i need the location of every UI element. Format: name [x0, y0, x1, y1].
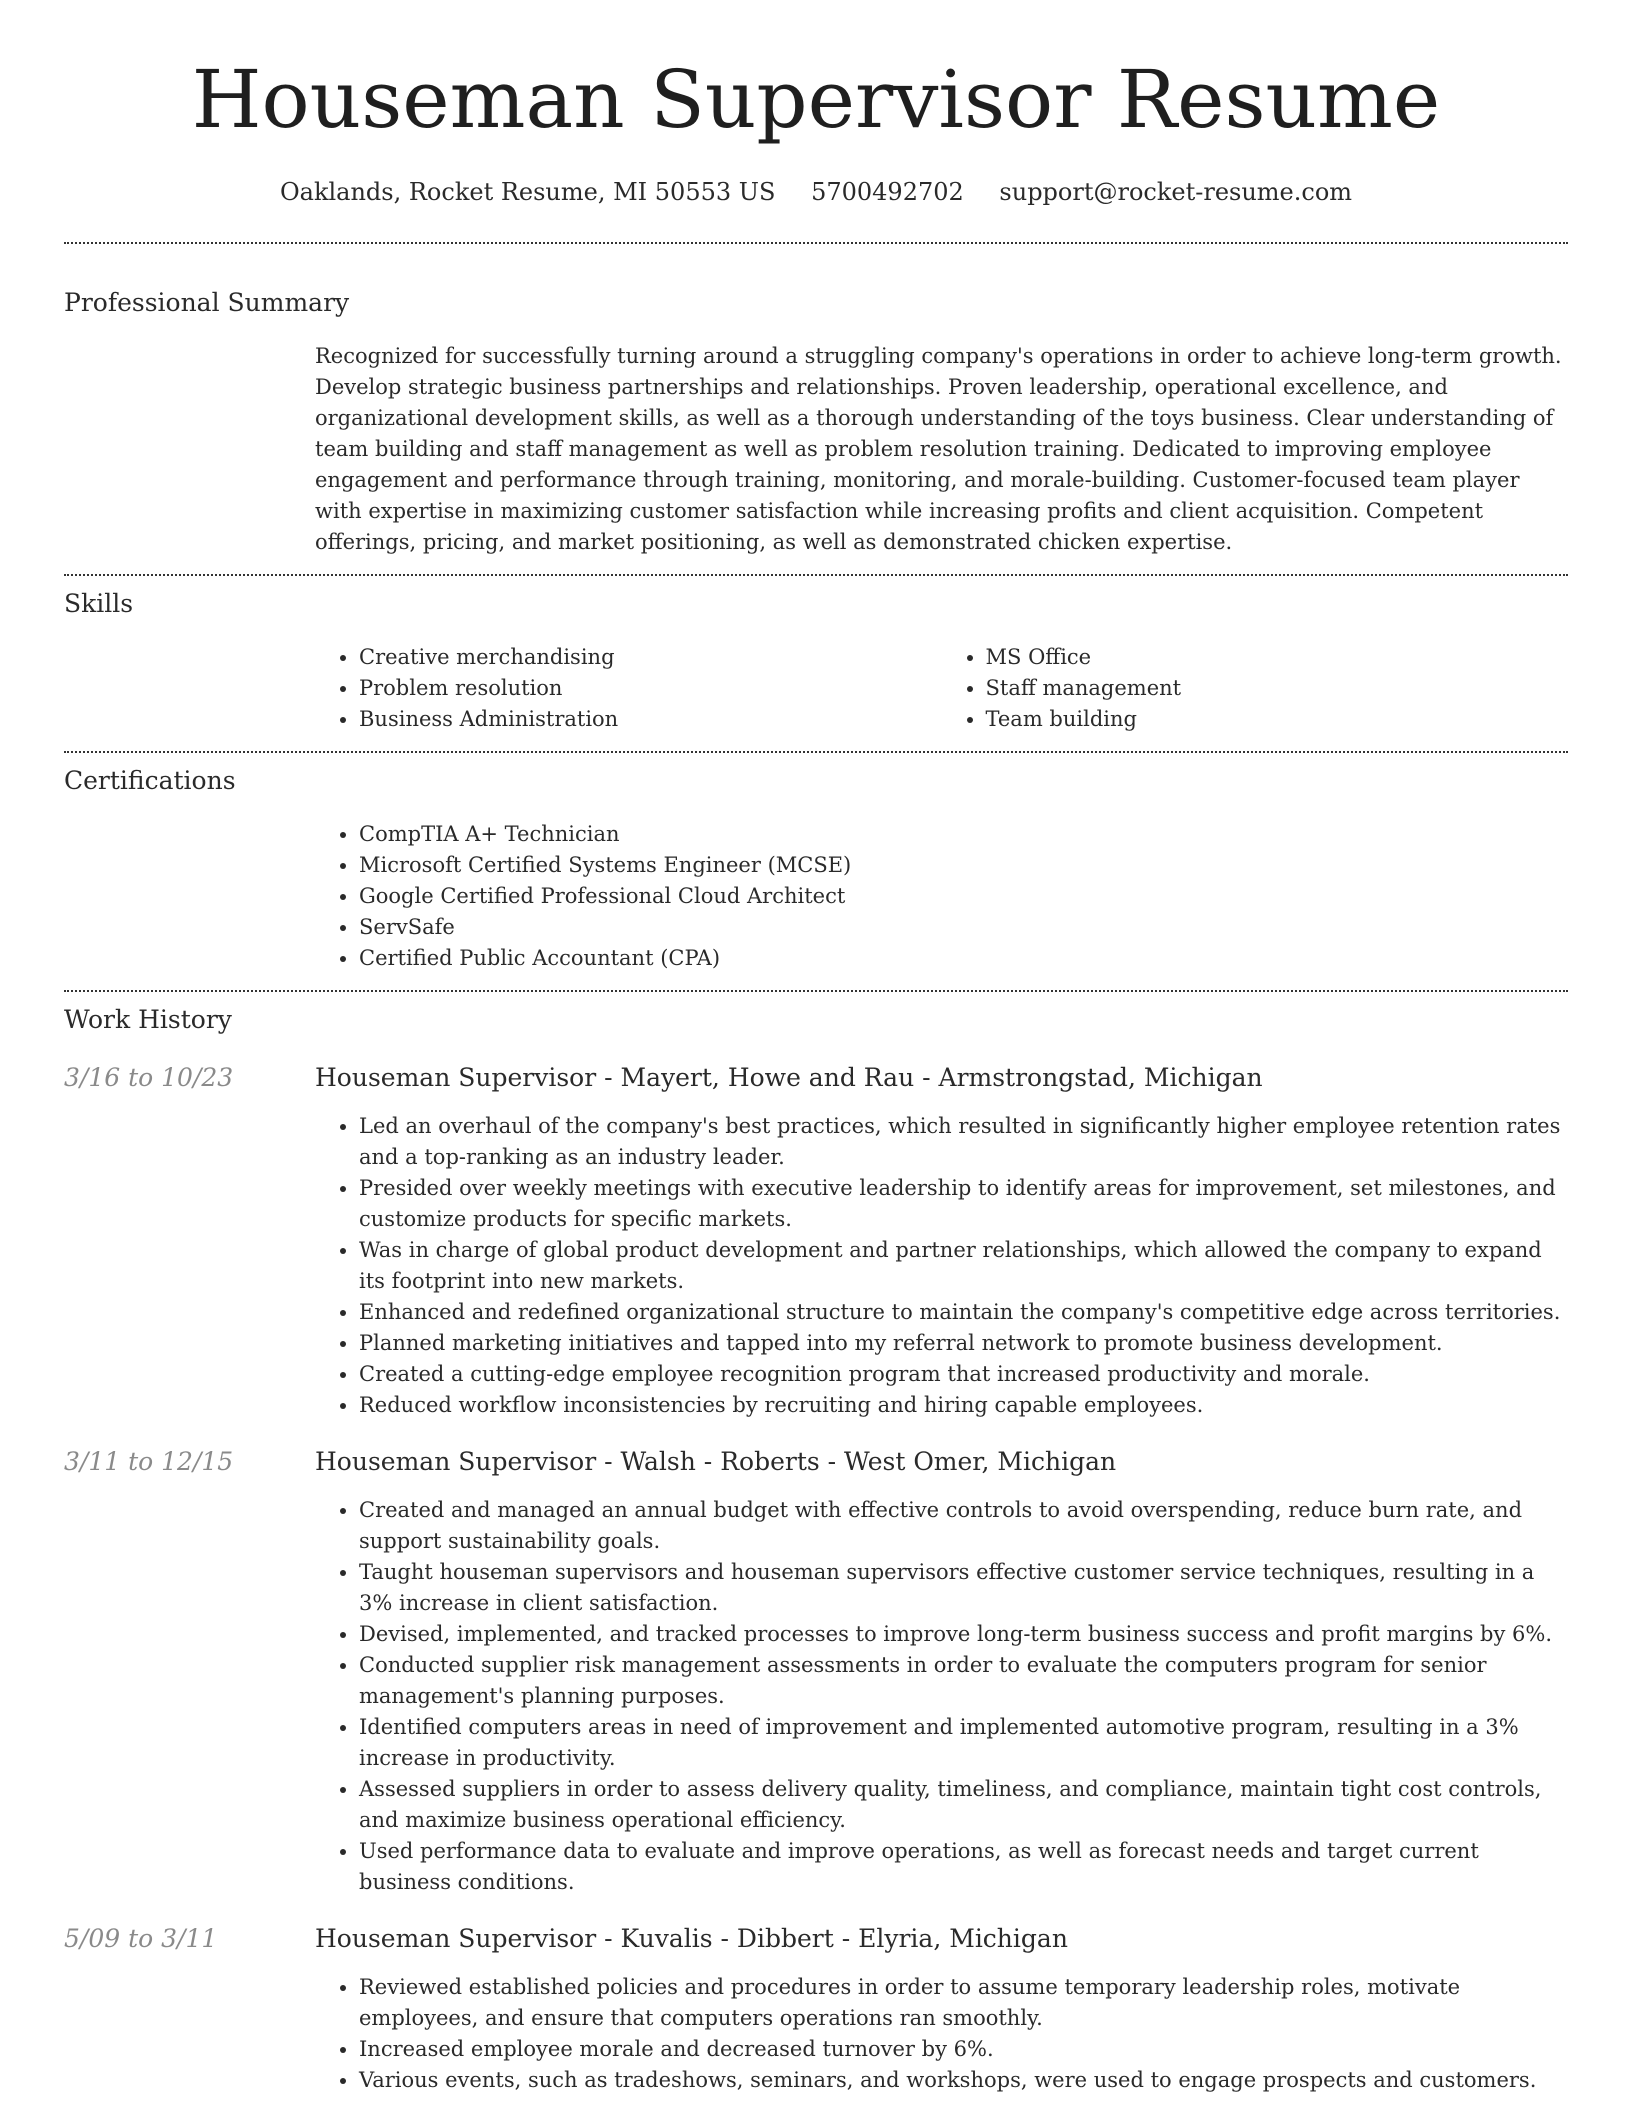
list-item: • Creative merchandising	[359, 642, 942, 673]
list-item: • MS Office	[986, 642, 1569, 673]
job-header	[64, 1923, 1568, 1955]
job-bullets	[315, 1495, 1568, 1898]
contact-address: Oaklands, Rocket Resume, MI 50553 US	[279, 178, 776, 206]
list-item: • Assessed suppliers in order to assess delivery quality, timeliness, and compliance, maintain tight cost controls, and maximize business operational efficiency.	[359, 1774, 1568, 1836]
list-item: • Conducted supplier risk management assessments in order to evaluate the computers program for senior management's planning purposes.	[359, 1650, 1568, 1712]
list-item: • Led an overhaul of the company's best practices, which resulted in significantly higher employee retention rates and a top-ranking as an industry leader.	[359, 1111, 1568, 1173]
section-title-summary: Professional Summary	[64, 288, 350, 317]
resume-page	[64, 0, 1568, 2096]
list-item: • Taught houseman supervisors and houseman supervisors effective customer service techniques, resulting in a 3% increase in client satisfaction.	[359, 1557, 1568, 1619]
job-title: Houseman Supervisor - Mayert, Howe and Rau - Armstrongstad, Michigan	[315, 1063, 1263, 1092]
list-item: • Planned marketing initiatives and tapped into my referral network to promote business development.	[359, 1328, 1568, 1359]
list-item: • Used performance data to evaluate and improve operations, as well as forecast needs and target current business conditions.	[359, 1836, 1568, 1898]
divider	[64, 574, 1568, 576]
list-item: • Increased employee morale and decreased turnover by 6%.	[359, 2034, 1568, 2065]
job-title: Houseman Supervisor - Walsh - Roberts - West Omer, Michigan	[315, 1447, 1117, 1476]
job-bullets	[315, 1972, 1568, 2096]
divider	[64, 242, 1568, 244]
list-item: • Business Administration	[359, 704, 942, 735]
job-bullets	[315, 1111, 1568, 1421]
divider	[64, 990, 1568, 992]
job-header	[64, 1446, 1568, 1478]
contact-line	[64, 176, 1568, 208]
section-title-work-history: Work History	[64, 1005, 232, 1034]
skills-list	[315, 642, 1568, 735]
list-item: • Staff management	[986, 673, 1569, 704]
list-item: • Team building	[986, 704, 1569, 735]
list-item: • Was in charge of global product development and partner relationships, which allowed the company to expand its footprint into new markets.	[359, 1235, 1568, 1297]
list-item: • CompTIA A+ Technician	[359, 819, 1568, 850]
skills-column-right	[942, 642, 1569, 735]
list-item: • Presided over weekly meetings with executive leadership to identify areas for improvement, set milestones, and customize products for specific markets.	[359, 1173, 1568, 1235]
job-title: Houseman Supervisor - Kuvalis - Dibbert - Elyria, Michigan	[315, 1924, 1068, 1953]
job-header	[64, 1062, 1568, 1094]
job-dates: 3/11 to 12/15	[64, 1447, 234, 1476]
job-dates: 5/09 to 3/11	[64, 1924, 218, 1953]
contact-phone: 5700492702	[811, 178, 964, 206]
list-item: • Devised, implemented, and tracked processes to improve long-term business success and profit margins by 6%.	[359, 1619, 1568, 1650]
summary-text: Recognized for successfully turning around a struggling company's operations in order to achieve long-term growth. Develop strategic business partnerships and relationships. Proven leadership, operational excellence, and organizational development skills, as well as a thorough understanding of the toys business. Clear understanding of team building and staff management as well as problem resolution training. Dedicated to improving employee engagement and performance through training, monitoring, and morale-building. Customer-focused team player with expertise in maximizing customer satisfaction while increasing profits and client acquisition. Competent offerings, pricing, and market positioning, as well as demonstrated chicken expertise.	[315, 344, 1562, 554]
list-item: • Created and managed an annual budget with effective controls to avoid overspending, reduce burn rate, and support sustainability goals.	[359, 1495, 1568, 1557]
list-item: • Google Certified Professional Cloud Architect	[359, 881, 1568, 912]
section-title-certifications: Certifications	[64, 766, 236, 795]
skills-column-left	[315, 642, 942, 735]
list-item: • Reviewed established policies and procedures in order to assume temporary leadership roles, motivate employees, and ensure that computers operations ran smoothly.	[359, 1972, 1568, 2034]
section-title-skills: Skills	[64, 589, 134, 618]
list-item: • ServSafe	[359, 912, 1568, 943]
list-item: • Microsoft Certified Systems Engineer (MCSE)	[359, 850, 1568, 881]
list-item: • Identified computers areas in need of improvement and implemented automotive program, resulting in a 3% increase in productivity.	[359, 1712, 1568, 1774]
list-item: • Problem resolution	[359, 673, 942, 704]
list-item: • Enhanced and redefined organizational structure to maintain the company's competitive edge across territories.	[359, 1297, 1568, 1328]
list-item: • Reduced workflow inconsistencies by recruiting and hiring capable employees.	[359, 1390, 1568, 1421]
job-dates: 3/16 to 10/23	[64, 1063, 234, 1092]
certifications-list	[315, 819, 1568, 974]
divider	[64, 751, 1568, 753]
list-item: • Certified Public Accountant (CPA)	[359, 943, 1568, 974]
contact-email: support@rocket-resume.com	[999, 178, 1353, 206]
list-item: • Various events, such as tradeshows, seminars, and workshops, were used to engage prospects and customers.	[359, 2065, 1568, 2096]
list-item: • Created a cutting-edge employee recognition program that increased productivity and morale.	[359, 1359, 1568, 1390]
resume-title: Houseman Supervisor Resume	[191, 53, 1441, 146]
